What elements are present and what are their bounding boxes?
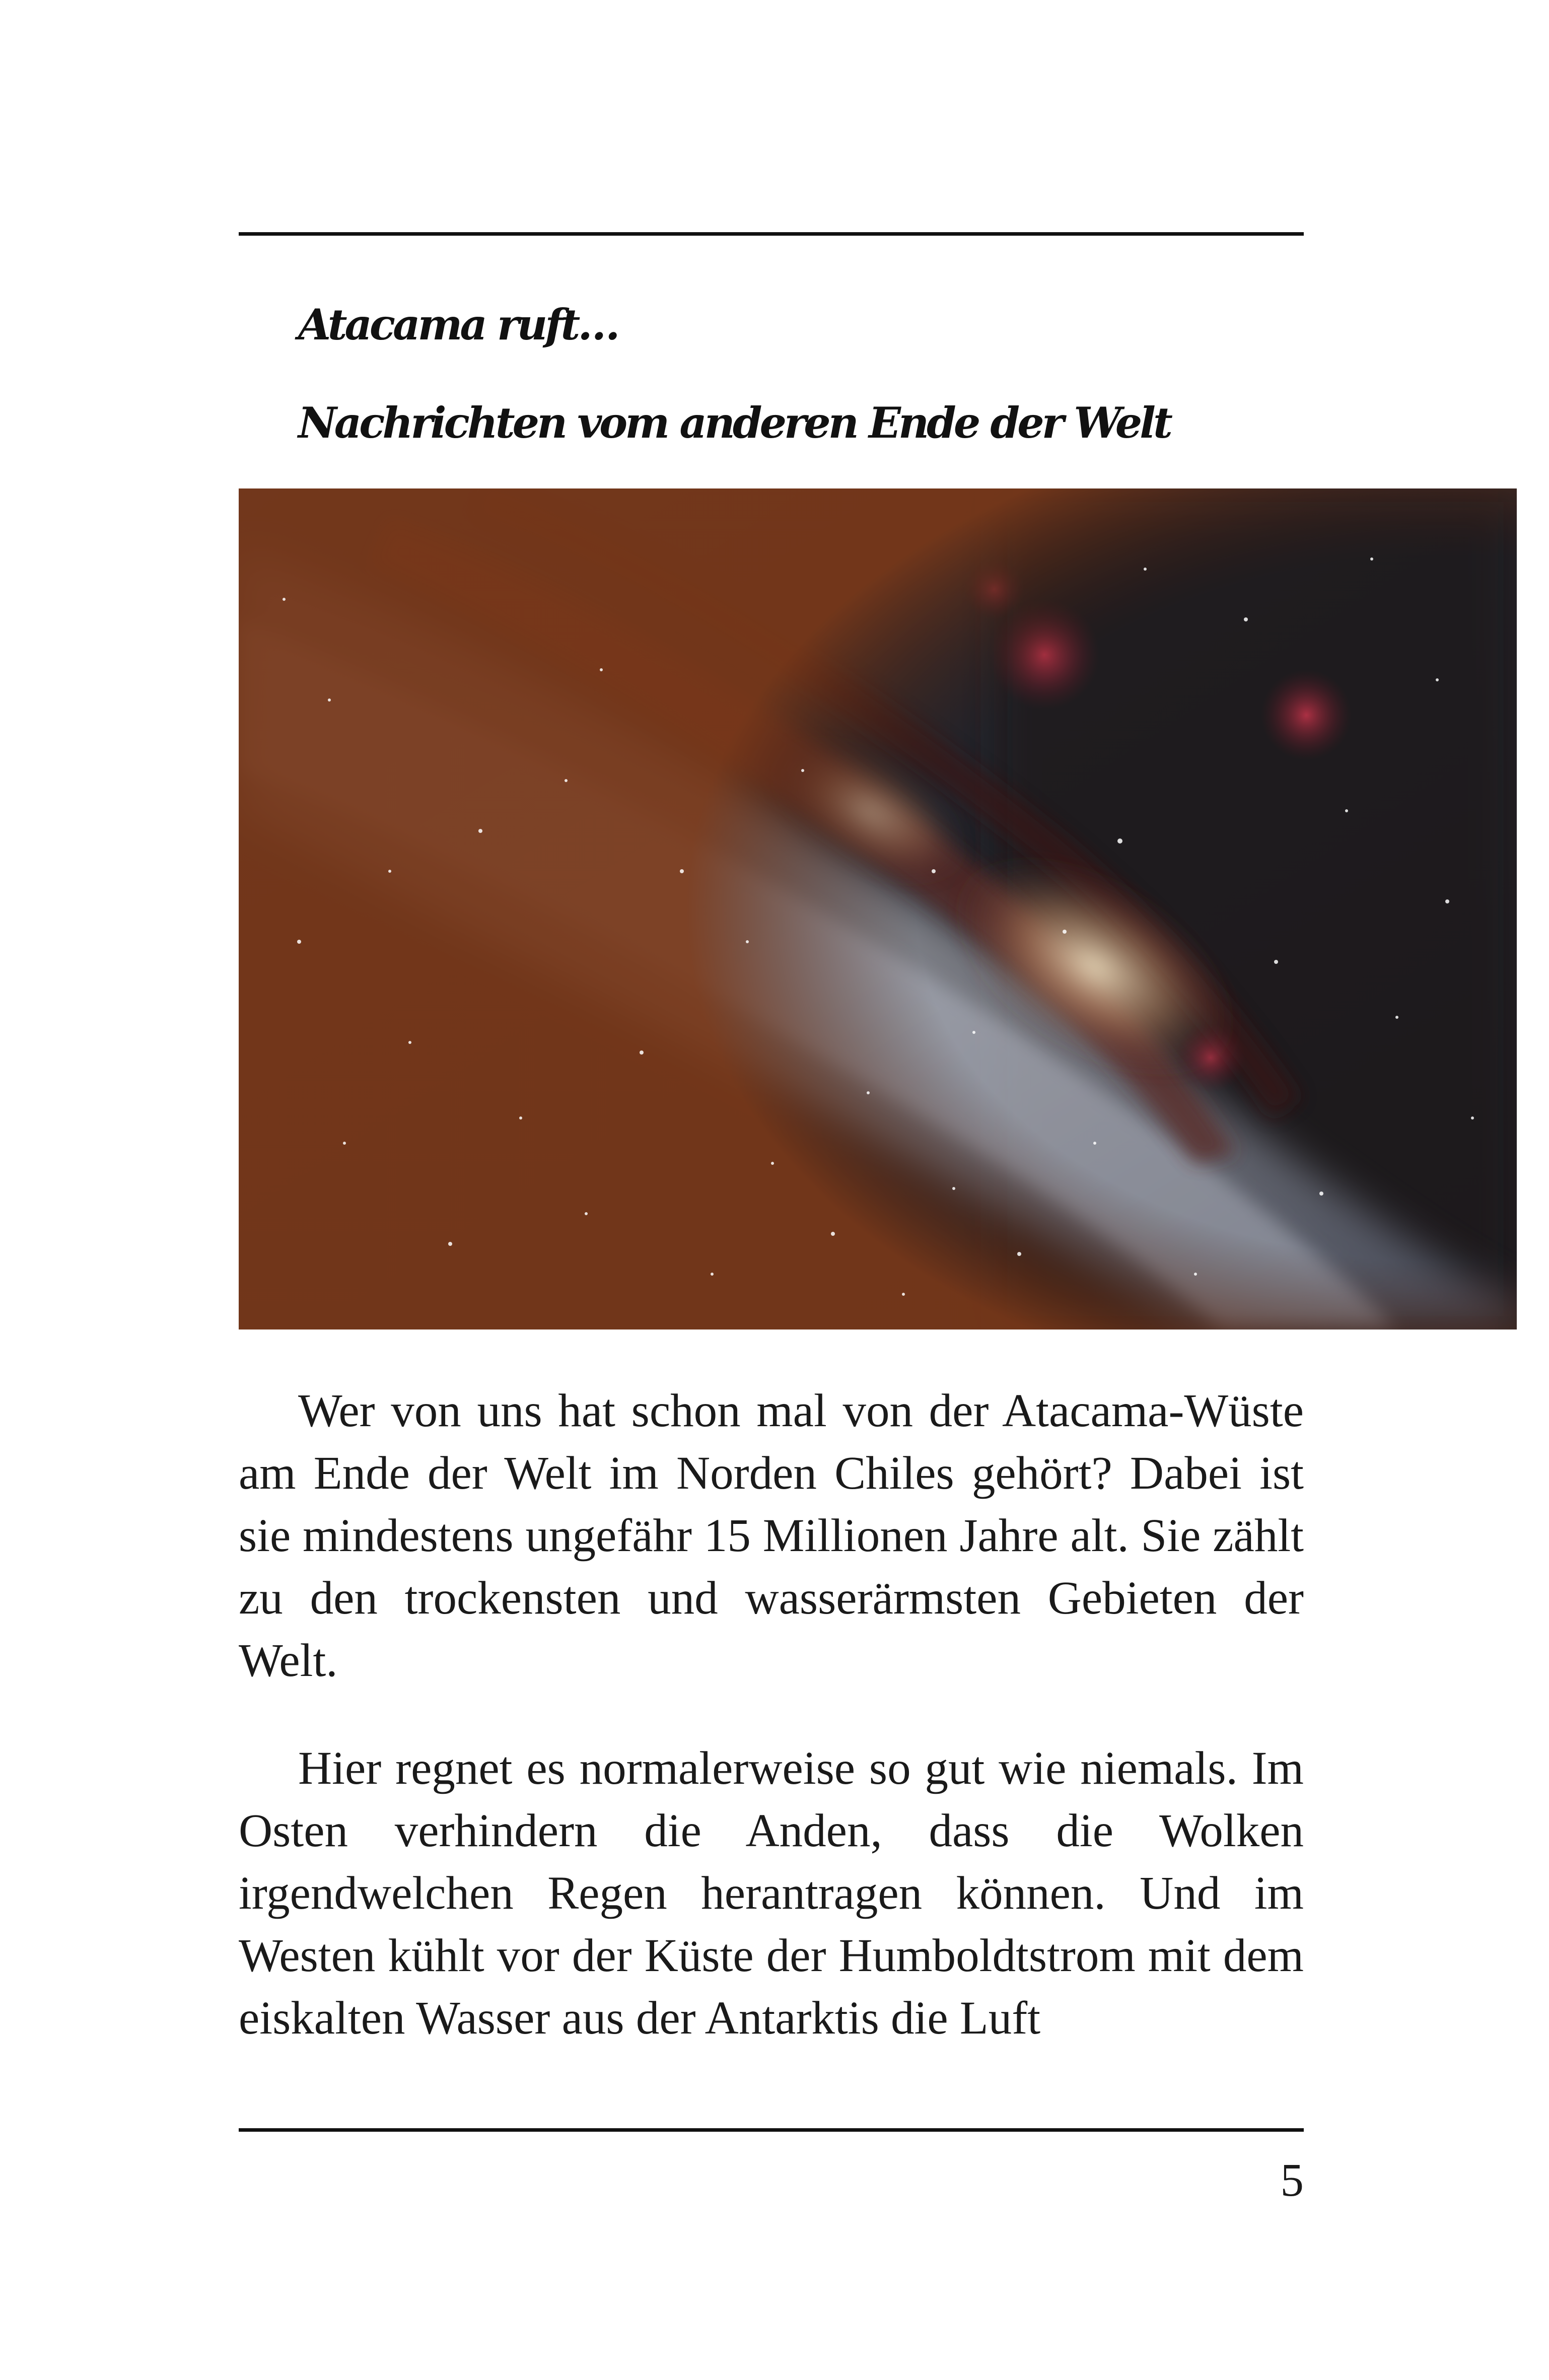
milky-way-photo [239,488,1517,1329]
page-number: 5 [1280,2154,1304,2206]
body-paragraph: Wer von uns hat schon mal von der Atacama-Wüste am Ende der Welt im Norden Chiles gehört? Dabei ist sie mindestens ungefähr 15 Millionen Jahre alt. Sie zählt zu den trockensten und wasserärmsten Gebieten der Welt. [239,1385,1304,1687]
chapter-title: Atacama ruft… [298,300,618,349]
header-rule [239,232,1304,236]
footer-rule [239,2128,1304,2132]
body-paragraph: Hier regnet es normalerweise so gut wie niemals. Im Osten verhindern die Anden, dass die Wolken irgendwelchen Regen herantragen können. Und im Westen kühlt vor der Küste der Humboldtstrom mit dem eiskalten Wasser aus der Antarktis die Luft [239,1742,1304,2044]
chapter-subtitle: Nachrichten vom anderen Ende der Welt [298,398,1170,448]
